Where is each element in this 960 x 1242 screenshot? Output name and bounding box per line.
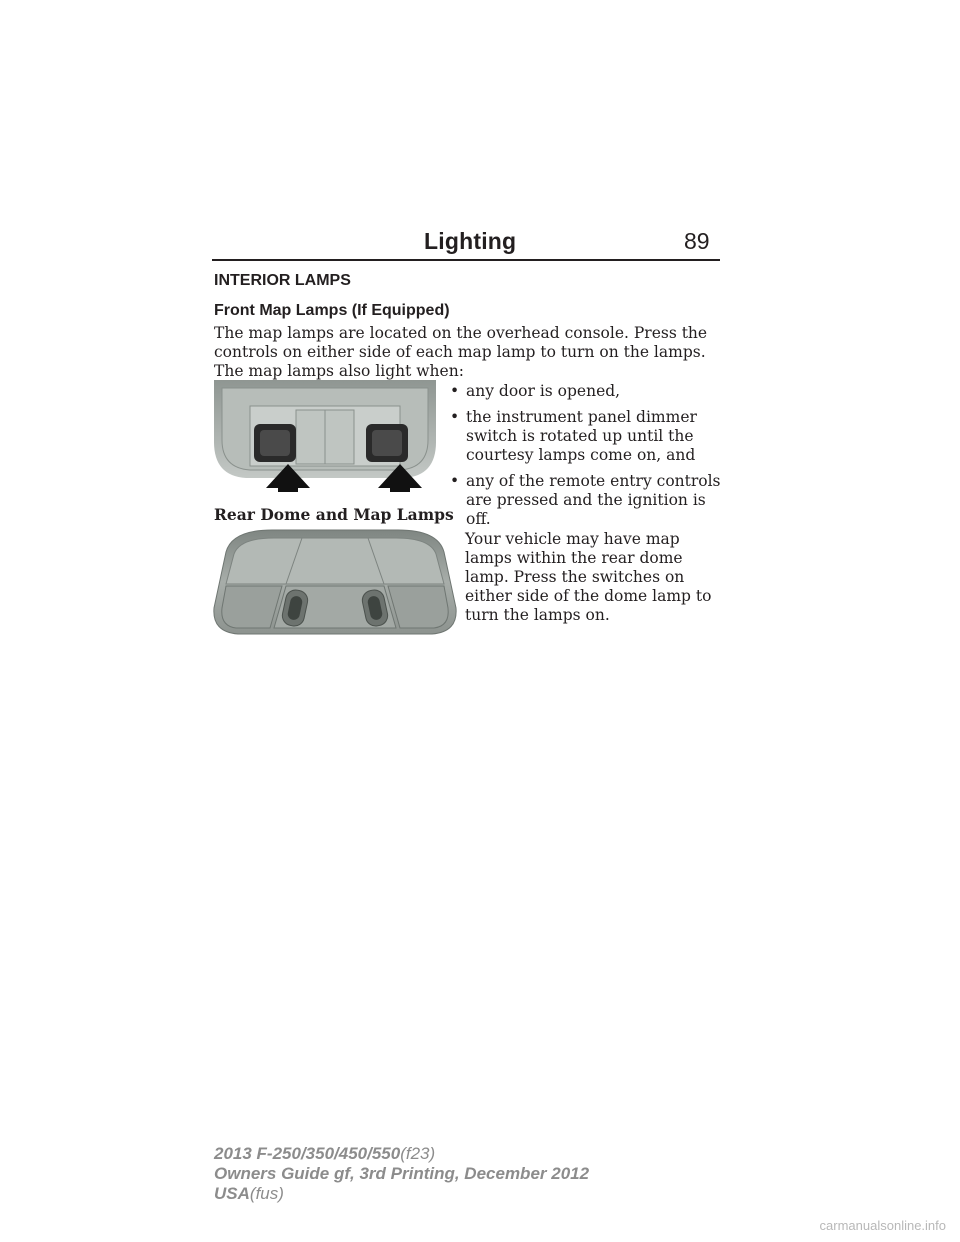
rear-dome-lamp-illustration xyxy=(212,528,458,636)
header-rule xyxy=(212,259,720,261)
footer-edition-info xyxy=(214,1144,589,1204)
section-title: INTERIOR LAMPS xyxy=(214,272,351,289)
footer-model-code: (f23) xyxy=(400,1144,436,1163)
page-number: 89 xyxy=(684,228,710,254)
front-console-illustration xyxy=(214,380,436,492)
bullet-icon: • xyxy=(450,472,460,490)
list-item: • any of the remote entry controls are pressed and the ignition is off. xyxy=(450,472,721,528)
front-map-lamps-heading: Front Map Lamps (If Equipped) xyxy=(214,302,450,319)
list-item: • any door is opened, xyxy=(450,382,621,400)
watermark: carmanualsonline.info xyxy=(819,1218,946,1233)
footer-market-code: (fus) xyxy=(249,1184,284,1203)
rear-dome-lamps-text: Your vehicle may have map lamps within the rear dome lamp. Press the switches on either side of the dome lamp to turn the lamps on. xyxy=(465,530,712,624)
front-map-lamps-intro: The map lamps are located on the overhead console. Press the controls on either side of each map lamp to turn on the lamps. The map lamps also light when: xyxy=(214,324,708,380)
page-header-title: Lighting xyxy=(424,228,517,254)
footer-market: USA xyxy=(214,1184,250,1203)
bullet-icon: • xyxy=(450,408,460,426)
footer-printing: Owners Guide gf, 3rd Printing, December 2012 xyxy=(214,1164,590,1183)
list-item: • the instrument panel dimmer switch is rotated up until the courtesy lamps come on, and xyxy=(450,408,697,464)
bullet-icon: • xyxy=(450,382,460,400)
rear-dome-lamps-heading: Rear Dome and Map Lamps xyxy=(214,505,454,524)
footer-model: 2013 F-250/350/450/550 xyxy=(214,1144,401,1163)
front-map-lamps-bullet-list xyxy=(448,382,728,536)
